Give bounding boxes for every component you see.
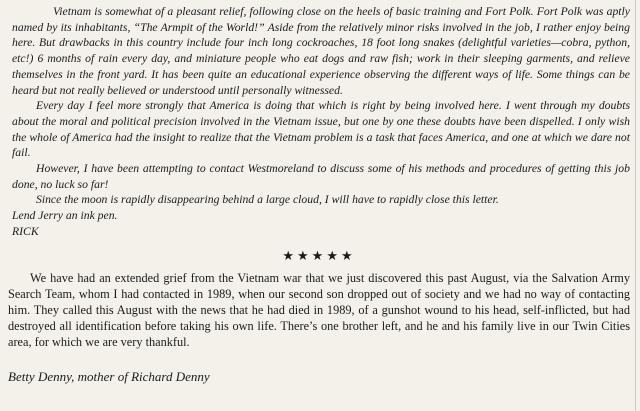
letter-postscript: Lend Jerry an ink pen. xyxy=(12,209,118,223)
letter-paragraph: Vietnam is somewhat of a pleasant relief, following close on the heels of basic training and Fort Polk. Fort Polk was aptly named by its inhabitants, “The Armpit of the World!” Aside from the relatively minor risks involved in the job, I rather enjoy being here. But drawbacks in this country include four inch long cockroaches, 18 foot long snakes (delightful varieties—cobra, python, etc!) 6 months of rain every day, and miniature people who eat dogs and raw fish; work in their sleeping garments, and relieve themselves in the front yard. It has been quite an educational experience observing the different ways of life. Some things can be heard but not really believed or understood until personally witnessed. xyxy=(12,5,630,97)
page-edge-rule xyxy=(635,0,636,411)
letter-paragraph: However, I have been attempting to contact Westmoreland to discuss some of his methods and procedures of getting this job done, no luck so far! xyxy=(12,162,630,191)
mother-reply-paragraph: We have had an extended grief from the Vietnam war that we just discovered this past August, via the Salvation Army Search Team, whom I had contacted in 1989, when our second son dropped out of society and we had no way of contacting him. They called this August with the news that he had died in 1989, of a gunshot wound to his head, self-inflicted, but had destroyed all identification before taking his own life. There’s one brother left, and he and his family live in our Twin Cities area, for which we are very thankful. xyxy=(8,270,630,350)
letter-signoff: RICK xyxy=(12,224,39,238)
letter-paragraph: Since the moon is rapidly disappearing behind a large cloud, I will have to rapidly close this letter. xyxy=(36,193,499,207)
letter-excerpt xyxy=(12,4,630,240)
section-separator-stars: ★★★★★ xyxy=(282,247,356,263)
signature-line: Betty Denny, mother of Richard Denny xyxy=(8,368,210,384)
letter-paragraph: Every day I feel more strongly that America is doing that which is right by being involved here. I went through my doubts about the moral and political precision involved in the Vietnam issue, but one by one these doubts have been dispelled. I only wish the whole of America had the insight to realize that the Vietnam problem is a task that faces America, and one at which we dare not fail. xyxy=(12,99,630,160)
